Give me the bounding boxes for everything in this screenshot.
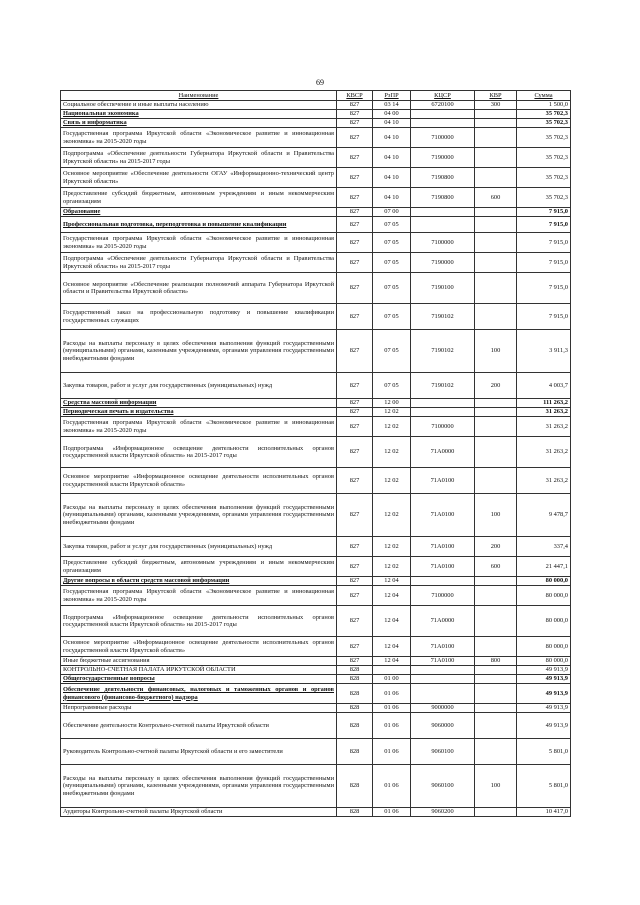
cell-rzpr: 07 05 (373, 253, 411, 273)
cell-name: Основное мероприятие «Информационное освещение деятельности исполнительных органов государственной власти Иркутской области» (61, 637, 337, 657)
cell-sum: 80 000,0 (517, 577, 571, 586)
cell-kvr (475, 739, 517, 765)
cell-kcsr: 9060000 (411, 713, 475, 739)
cell-sum: 35 702,3 (517, 110, 571, 119)
cell-kvsr: 827 (337, 273, 373, 304)
cell-sum: 3 911,3 (517, 330, 571, 373)
cell-kvsr: 827 (337, 468, 373, 494)
cell-rzpr: 01 06 (373, 704, 411, 713)
cell-kcsr (411, 666, 475, 675)
cell-kvsr: 827 (337, 417, 373, 437)
header-rzpr: РзПР (373, 91, 411, 101)
cell-kcsr (411, 399, 475, 408)
cell-kvsr: 827 (337, 606, 373, 637)
cell-kvr (475, 577, 517, 586)
cell-kcsr: 7100000 (411, 128, 475, 148)
cell-kvsr: 828 (337, 684, 373, 704)
cell-sum: 5 801,0 (517, 739, 571, 765)
table-row (61, 110, 571, 119)
cell-kvsr: 827 (337, 208, 373, 217)
cell-kvsr: 827 (337, 577, 373, 586)
cell-rzpr: 12 02 (373, 417, 411, 437)
cell-rzpr: 07 00 (373, 208, 411, 217)
cell-kcsr: 71А0100 (411, 557, 475, 577)
cell-kcsr: 71А0100 (411, 468, 475, 494)
cell-name: Основное мероприятие «Обеспечение реализации полномочий аппарата Губернатора Иркутской области и Правительства Иркутской области» (61, 273, 337, 304)
cell-sum: 5 801,0 (517, 765, 571, 808)
cell-kcsr (411, 684, 475, 704)
cell-kvsr: 827 (337, 119, 373, 128)
cell-rzpr: 04 10 (373, 168, 411, 188)
cell-kvsr: 827 (337, 304, 373, 330)
table-row (61, 273, 571, 304)
cell-rzpr: 01 06 (373, 765, 411, 808)
cell-rzpr: 04 10 (373, 128, 411, 148)
cell-name: Другие вопросы в области средств массовой информации (61, 577, 337, 586)
cell-kcsr: 9060100 (411, 765, 475, 808)
table-body (61, 101, 571, 817)
cell-name: Подпрограмма «Информационное освещение деятельности исполнительных органов государственной власти Иркутской области» на 2015-2017 годы (61, 606, 337, 637)
cell-sum: 7 915,0 (517, 253, 571, 273)
cell-name: Обеспечение деятельности Контрольно-счетной палаты Иркутской области (61, 713, 337, 739)
cell-rzpr: 07 05 (373, 217, 411, 233)
cell-kvr (475, 808, 517, 817)
cell-kvsr: 827 (337, 188, 373, 208)
header-sum: Сумма (517, 91, 571, 101)
table-row (61, 208, 571, 217)
cell-kvr (475, 273, 517, 304)
cell-sum: 7 915,0 (517, 233, 571, 253)
table-row (61, 119, 571, 128)
cell-kvr (475, 399, 517, 408)
cell-kvsr: 827 (337, 494, 373, 537)
cell-sum: 31 263,2 (517, 468, 571, 494)
table-row (61, 148, 571, 168)
cell-sum: 35 702,3 (517, 128, 571, 148)
cell-sum: 9 478,7 (517, 494, 571, 537)
cell-kcsr: 7100000 (411, 586, 475, 606)
cell-kvr (475, 128, 517, 148)
cell-kvr: 200 (475, 373, 517, 399)
cell-kcsr: 7190102 (411, 373, 475, 399)
header-kvsr: КВСР (337, 91, 373, 101)
cell-kcsr: 7100000 (411, 233, 475, 253)
cell-kvr (475, 666, 517, 675)
cell-kcsr: 71А0000 (411, 437, 475, 468)
cell-kvsr: 827 (337, 330, 373, 373)
table-row (61, 537, 571, 557)
cell-kvsr: 827 (337, 233, 373, 253)
cell-name: Подпрограмма «Обеспечение деятельности Губернатора Иркутской области и Правительства Иркутской области» на 2015-2017 годы (61, 253, 337, 273)
table-row (61, 586, 571, 606)
cell-kvsr: 827 (337, 148, 373, 168)
cell-name: Руководитель Контрольно-счетной палаты Иркутской области и его заместители (61, 739, 337, 765)
cell-sum: 1 500,0 (517, 101, 571, 110)
table-row (61, 494, 571, 537)
cell-kcsr (411, 408, 475, 417)
cell-rzpr: 07 05 (373, 373, 411, 399)
cell-kvr: 300 (475, 101, 517, 110)
cell-kcsr: 9060200 (411, 808, 475, 817)
cell-kvr: 100 (475, 494, 517, 537)
cell-kcsr: 71А0100 (411, 494, 475, 537)
table-row (61, 253, 571, 273)
table-row (61, 808, 571, 817)
table-row (61, 399, 571, 408)
table-row (61, 188, 571, 208)
cell-kvr (475, 437, 517, 468)
table-row (61, 101, 571, 110)
cell-sum: 7 915,0 (517, 273, 571, 304)
table-row (61, 675, 571, 684)
cell-rzpr: 12 00 (373, 399, 411, 408)
cell-kvr (475, 233, 517, 253)
page-number: 69 (316, 78, 324, 87)
cell-sum: 7 915,0 (517, 208, 571, 217)
table-row (61, 408, 571, 417)
cell-kvr (475, 168, 517, 188)
cell-kvsr: 827 (337, 110, 373, 119)
table-row (61, 437, 571, 468)
cell-rzpr: 04 10 (373, 188, 411, 208)
cell-kcsr (411, 119, 475, 128)
cell-kcsr (411, 577, 475, 586)
cell-name: Обеспечение деятельности финансовых, налоговых и таможенных органов и органов финансового (финансово-бюджетного) надзора (61, 684, 337, 704)
cell-kvr (475, 208, 517, 217)
cell-sum: 21 447,1 (517, 557, 571, 577)
cell-name: Предоставление субсидий бюджетным, автономным учреждениям и иным некоммерческим организациям (61, 188, 337, 208)
cell-sum: 31 263,2 (517, 437, 571, 468)
cell-kvr (475, 606, 517, 637)
cell-name: Образование (61, 208, 337, 217)
cell-sum: 80 000,0 (517, 657, 571, 666)
cell-rzpr: 12 02 (373, 537, 411, 557)
cell-rzpr: 07 05 (373, 273, 411, 304)
cell-rzpr: 12 04 (373, 606, 411, 637)
cell-kcsr: 71А0100 (411, 537, 475, 557)
cell-sum: 31 263,2 (517, 408, 571, 417)
cell-kvsr: 827 (337, 437, 373, 468)
cell-rzpr: 04 00 (373, 110, 411, 119)
cell-name: Основное мероприятие «Информационное освещение деятельности исполнительных органов государственной власти Иркутской области» (61, 468, 337, 494)
cell-kcsr: 6720100 (411, 101, 475, 110)
cell-kvsr: 827 (337, 373, 373, 399)
table-row (61, 233, 571, 253)
cell-kvr: 600 (475, 557, 517, 577)
cell-kvsr: 827 (337, 217, 373, 233)
table-row (61, 606, 571, 637)
cell-kvr (475, 408, 517, 417)
cell-rzpr: 01 06 (373, 808, 411, 817)
cell-kcsr: 7190000 (411, 148, 475, 168)
table-row (61, 739, 571, 765)
cell-sum: 49 913,9 (517, 713, 571, 739)
cell-kvr (475, 417, 517, 437)
table-row (61, 657, 571, 666)
cell-sum: 49 913,9 (517, 675, 571, 684)
cell-kcsr (411, 110, 475, 119)
cell-name: Общегосударственные вопросы (61, 675, 337, 684)
budget-table (60, 90, 571, 817)
table-row (61, 684, 571, 704)
cell-kvsr: 827 (337, 557, 373, 577)
cell-kcsr: 7190102 (411, 330, 475, 373)
cell-rzpr: 12 04 (373, 657, 411, 666)
cell-name: Подпрограмма «Обеспечение деятельности Губернатора Иркутской области и Правительства Иркутской области» на 2015-2017 годы (61, 148, 337, 168)
cell-kvsr: 828 (337, 666, 373, 675)
cell-rzpr (373, 666, 411, 675)
cell-sum: 111 263,2 (517, 399, 571, 408)
cell-rzpr: 12 02 (373, 494, 411, 537)
cell-kvsr: 828 (337, 739, 373, 765)
cell-kvsr: 828 (337, 808, 373, 817)
cell-rzpr: 12 02 (373, 437, 411, 468)
cell-kvr (475, 468, 517, 494)
cell-rzpr: 03 14 (373, 101, 411, 110)
cell-kvr (475, 304, 517, 330)
cell-sum: 49 913,9 (517, 684, 571, 704)
cell-rzpr: 07 05 (373, 233, 411, 253)
cell-sum: 80 000,0 (517, 637, 571, 657)
cell-kcsr: 9000000 (411, 704, 475, 713)
cell-name: Государственная программа Иркутской области «Экономическое развитие и инновационная экономика» на 2015-2020 годы (61, 586, 337, 606)
cell-name: Основное мероприятие «Обеспечение деятельности ОГАУ «Информационно-технический центр Иркутской области» (61, 168, 337, 188)
cell-kcsr: 71А0100 (411, 657, 475, 666)
cell-kvsr: 828 (337, 675, 373, 684)
cell-name: Государственный заказ на профессиональную подготовку и повышение квалификации государственных служащих (61, 304, 337, 330)
cell-name: Расходы на выплаты персоналу в целях обеспечения выполнения функций государственными (муниципальными) органами, казенными учреждениями, органами управления государственными внебюджетными фондами (61, 765, 337, 808)
cell-sum: 35 702,3 (517, 168, 571, 188)
cell-kvsr: 828 (337, 765, 373, 808)
cell-kvr (475, 675, 517, 684)
cell-rzpr: 12 02 (373, 557, 411, 577)
table-row (61, 417, 571, 437)
cell-kvsr: 827 (337, 399, 373, 408)
table-row (61, 704, 571, 713)
cell-kvr (475, 119, 517, 128)
cell-kvr (475, 586, 517, 606)
cell-rzpr: 07 05 (373, 330, 411, 373)
cell-name: Непрограммные расходы (61, 704, 337, 713)
cell-kvsr: 828 (337, 704, 373, 713)
table-header-row (61, 91, 571, 101)
cell-kcsr: 7190800 (411, 188, 475, 208)
cell-kvr (475, 704, 517, 713)
cell-name: Социальное обеспечение и иные выплаты населению (61, 101, 337, 110)
cell-rzpr: 04 10 (373, 119, 411, 128)
cell-name: Расходы на выплаты персоналу в целях обеспечения выполнения функций государственными (муниципальными) органами, казенными учреждениями, органами управления государственными внебюджетными фондами (61, 330, 337, 373)
cell-rzpr: 01 06 (373, 713, 411, 739)
cell-sum: 35 702,3 (517, 148, 571, 168)
cell-name: Средства массовой информации (61, 399, 337, 408)
cell-kvsr: 827 (337, 168, 373, 188)
cell-name: Государственная программа Иркутской области «Экономическое развитие и инновационная экономика» на 2015-2020 годы (61, 233, 337, 253)
cell-kvsr: 827 (337, 657, 373, 666)
cell-rzpr: 01 00 (373, 675, 411, 684)
cell-kvsr: 827 (337, 586, 373, 606)
cell-kvsr: 827 (337, 128, 373, 148)
cell-rzpr: 12 04 (373, 586, 411, 606)
cell-kcsr (411, 208, 475, 217)
cell-kvsr: 827 (337, 537, 373, 557)
cell-kvsr: 827 (337, 408, 373, 417)
table-row (61, 168, 571, 188)
header-kvr: КВР (475, 91, 517, 101)
cell-sum: 35 702,3 (517, 188, 571, 208)
table-row (61, 468, 571, 494)
cell-name: Национальная экономика (61, 110, 337, 119)
cell-kvr: 100 (475, 330, 517, 373)
table-row (61, 637, 571, 657)
cell-name: Расходы на выплаты персоналу в целях обеспечения выполнения функций государственными (муниципальными) органами, казенными учреждениями, органами управления государственными внебюджетными фондами (61, 494, 337, 537)
cell-name: КОНТРОЛЬНО-СЧЕТНАЯ ПАЛАТА ИРКУТСКОЙ ОБЛАСТИ (61, 666, 337, 675)
cell-name: Периодическая печать и издательства (61, 408, 337, 417)
header-name: Наименование (61, 91, 337, 101)
cell-name: Аудиторы Контрольно-счетной палаты Иркутской области (61, 808, 337, 817)
table-row (61, 765, 571, 808)
cell-kvr (475, 217, 517, 233)
cell-sum: 80 000,0 (517, 606, 571, 637)
cell-kcsr: 7190000 (411, 253, 475, 273)
cell-kvsr: 827 (337, 253, 373, 273)
cell-sum: 7 915,0 (517, 304, 571, 330)
cell-name: Подпрограмма «Информационное освещение деятельности исполнительных органов государственной власти Иркутской области» на 2015-2017 годы (61, 437, 337, 468)
cell-name: Иные бюджетные ассигнования (61, 657, 337, 666)
cell-kvr (475, 637, 517, 657)
cell-kvr: 600 (475, 188, 517, 208)
table-row (61, 330, 571, 373)
cell-kvr (475, 253, 517, 273)
cell-rzpr: 12 04 (373, 637, 411, 657)
cell-rzpr: 12 02 (373, 468, 411, 494)
cell-name: Связь и информатика (61, 119, 337, 128)
cell-rzpr: 12 02 (373, 408, 411, 417)
cell-sum: 4 003,7 (517, 373, 571, 399)
table-row (61, 217, 571, 233)
cell-kcsr: 7190102 (411, 304, 475, 330)
cell-kcsr (411, 675, 475, 684)
table-row (61, 373, 571, 399)
table-row (61, 557, 571, 577)
table-row (61, 128, 571, 148)
cell-name: Закупка товаров, работ и услуг для государственных (муниципальных) нужд (61, 537, 337, 557)
table-row (61, 304, 571, 330)
cell-rzpr: 04 10 (373, 148, 411, 168)
cell-kvr (475, 148, 517, 168)
header-kcsr: КЦСР (411, 91, 475, 101)
cell-kvr (475, 684, 517, 704)
cell-sum: 49 913,9 (517, 666, 571, 675)
cell-kcsr (411, 217, 475, 233)
cell-sum: 35 702,3 (517, 119, 571, 128)
cell-kcsr: 7100000 (411, 417, 475, 437)
cell-kvr: 200 (475, 537, 517, 557)
cell-sum: 337,4 (517, 537, 571, 557)
cell-kvr (475, 110, 517, 119)
table-row (61, 666, 571, 675)
cell-kvsr: 827 (337, 101, 373, 110)
cell-sum: 10 417,0 (517, 808, 571, 817)
cell-kcsr: 7190100 (411, 273, 475, 304)
cell-kvsr: 828 (337, 713, 373, 739)
cell-sum: 7 915,0 (517, 217, 571, 233)
cell-rzpr: 12 04 (373, 577, 411, 586)
table-row (61, 577, 571, 586)
cell-name: Профессиональная подготовка, переподготовка и повышение квалификации (61, 217, 337, 233)
cell-kvr: 100 (475, 765, 517, 808)
cell-sum: 31 263,2 (517, 417, 571, 437)
cell-sum: 80 000,0 (517, 586, 571, 606)
cell-kvr: 800 (475, 657, 517, 666)
cell-name: Государственная программа Иркутской области «Экономическое развитие и инновационная экономика» на 2015-2020 годы (61, 128, 337, 148)
cell-name: Государственная программа Иркутской области «Экономическое развитие и инновационная экономика» на 2015-2020 годы (61, 417, 337, 437)
cell-rzpr: 01 06 (373, 684, 411, 704)
cell-kvr (475, 713, 517, 739)
cell-kcsr: 9060100 (411, 739, 475, 765)
cell-rzpr: 01 06 (373, 739, 411, 765)
cell-rzpr: 07 05 (373, 304, 411, 330)
cell-sum: 49 913,9 (517, 704, 571, 713)
cell-kcsr: 71А0100 (411, 637, 475, 657)
cell-kcsr: 7190800 (411, 168, 475, 188)
cell-kvsr: 827 (337, 637, 373, 657)
cell-kcsr: 71А0000 (411, 606, 475, 637)
cell-name: Закупка товаров, работ и услуг для государственных (муниципальных) нужд (61, 373, 337, 399)
table-row (61, 713, 571, 739)
cell-name: Предоставление субсидий бюджетным, автономным учреждениям и иным некоммерческим организациям (61, 557, 337, 577)
